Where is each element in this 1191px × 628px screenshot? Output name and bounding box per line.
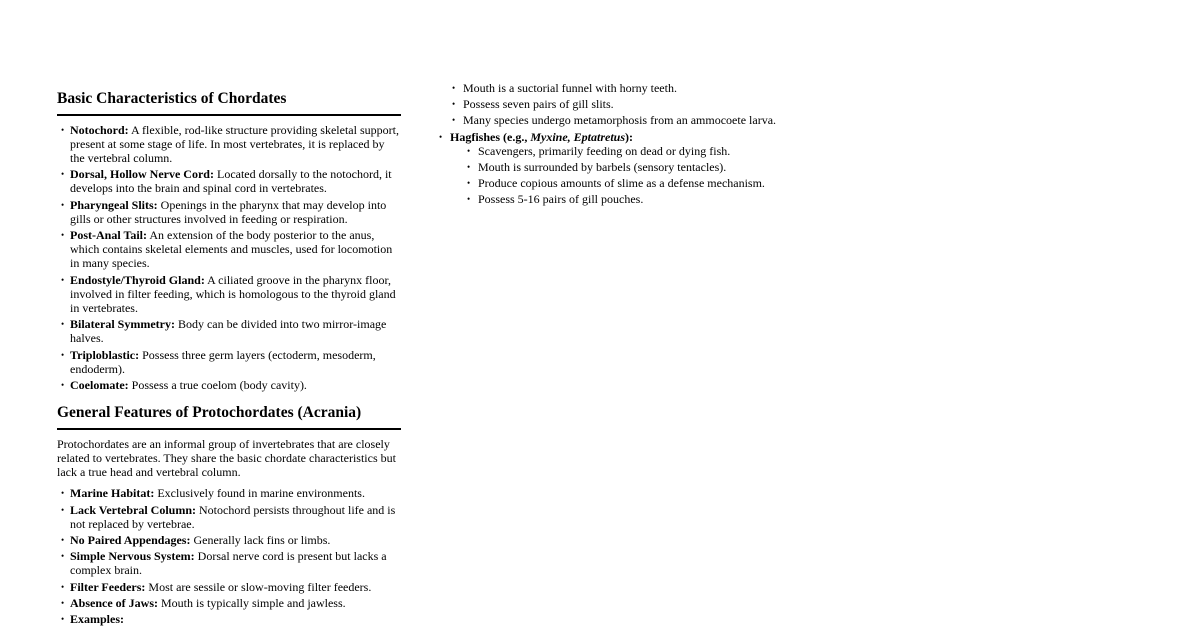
list-item-filter-feeders	[57, 580, 401, 594]
list-item-nerve-cord	[57, 167, 401, 195]
term-label: Notochord:	[70, 122, 129, 137]
lamprey-features-sublist	[448, 81, 787, 128]
hagfishes-term-label	[450, 130, 633, 144]
hagfish-section-list	[435, 130, 787, 207]
section-heading-protochordates: General Features of Protochordates (Acrania)	[57, 404, 401, 430]
bullet-marker: •	[467, 178, 471, 189]
item-text: Mouth is a suctorial funnel with horny teeth.	[463, 81, 677, 95]
list-item-barbels	[463, 160, 787, 174]
item-text: Possess 5-16 pairs of gill pouches.	[478, 192, 644, 207]
term-desc: Possess a true coelom (body cavity).	[131, 378, 307, 393]
bullet-marker: •	[61, 488, 65, 499]
list-item-no-paired-appendages	[57, 533, 401, 547]
term-label: Marine Habitat:	[70, 486, 155, 501]
protochordates-intro-paragraph: Protochordates are an informal group of invertebrates that are closely related to vertebrates. They share the basic chordate characteristics but lack a true head and vertebral column.	[57, 436, 396, 480]
list-item-gill-pouches	[463, 192, 787, 206]
bullet-marker: •	[61, 124, 65, 135]
item-text: Scavengers, primarily feeding on dead or dying fish.	[478, 143, 731, 158]
bullet-marker: •	[61, 380, 65, 391]
list-item-examples	[57, 612, 401, 626]
list-item-hagfishes-heading	[435, 130, 787, 207]
bullet-marker: •	[61, 535, 65, 546]
list-item-metamorphosis	[448, 113, 787, 127]
list-item-endostyle	[57, 273, 401, 316]
bullet-marker: •	[452, 99, 456, 110]
left-column	[57, 90, 401, 628]
term-desc: A ciliated groove in the pharynx floor, involved in filter feeding, which is homologous to the thyroid gland in vertebrates.	[70, 272, 396, 316]
term-label: Coelomate:	[70, 378, 129, 393]
term-desc: Mouth is typically simple and jawless.	[161, 595, 346, 610]
hagfishes-suffix: ):	[625, 129, 634, 144]
chordate-characteristics-list	[57, 123, 401, 393]
bullet-marker: •	[61, 274, 65, 285]
list-item-slime-defense	[463, 176, 787, 190]
term-label: Absence of Jaws:	[70, 595, 158, 610]
term-label: Triploblastic:	[70, 347, 140, 362]
list-item-triploblastic	[57, 348, 401, 376]
hagfish-features-sublist	[463, 144, 787, 207]
term-label: Lack Vertebral Column:	[70, 502, 196, 517]
list-item-gill-slits	[448, 97, 787, 111]
bullet-marker: •	[439, 131, 443, 142]
term-desc: Body can be divided into two mirror-image halves.	[70, 317, 387, 346]
bullet-marker: •	[61, 230, 65, 241]
term-desc: Dorsal nerve cord is present but lacks a complex brain.	[70, 549, 387, 578]
term-label: Pharyngeal Slits:	[70, 197, 158, 212]
list-item-lack-vertebral-column	[57, 503, 401, 531]
term-label: Post-Anal Tail:	[70, 228, 148, 243]
protochordates-features-list	[57, 486, 401, 626]
list-item-bilateral-symmetry	[57, 317, 401, 345]
bullet-marker: •	[61, 597, 65, 608]
bullet-marker: •	[467, 162, 471, 173]
list-item-pharyngeal-slits	[57, 198, 401, 226]
bullet-marker: •	[61, 319, 65, 330]
term-desc: Openings in the pharynx that may develop into gills or other structures involved in feeding or respiration.	[70, 197, 387, 226]
list-item-coelomate	[57, 378, 401, 392]
hagfishes-prefix: Hagfishes (e.g.,	[450, 129, 528, 144]
term-label: Simple Nervous System:	[70, 549, 195, 564]
term-label: Bilateral Symmetry:	[70, 317, 175, 332]
term-desc: Exclusively found in marine environments.	[157, 486, 365, 501]
term-label: Examples:	[70, 612, 124, 627]
bullet-marker: •	[452, 83, 456, 93]
bullet-marker: •	[61, 551, 65, 562]
term-desc: A flexible, rod-like structure providing skeletal support, present at some stage of life. In most vertebrates, it is replaced by the vertebral column.	[70, 122, 399, 165]
bullet-marker: •	[467, 145, 471, 156]
bullet-marker: •	[61, 169, 65, 180]
list-item-notochord	[57, 123, 401, 166]
term-desc: Located dorsally to the notochord, it develops into the brain and spinal cord in vertebrates.	[70, 167, 392, 196]
term-label: Endostyle/Thyroid Gland:	[70, 272, 205, 287]
item-text: Mouth is surrounded by barbels (sensory tentacles).	[478, 160, 727, 175]
list-item-simple-nervous-system	[57, 549, 401, 577]
list-item-absence-of-jaws	[57, 596, 401, 610]
list-item-suctorial-funnel	[448, 81, 787, 95]
item-text: Many species undergo metamorphosis from an ammocoete larva.	[463, 113, 777, 128]
term-label: Filter Feeders:	[70, 579, 146, 594]
term-desc: Generally lack fins or limbs.	[193, 533, 331, 548]
list-item-marine-habitat	[57, 486, 401, 500]
term-desc: An extension of the body posterior to the anus, which contains skeletal elements and muscles, used for locomotion in many species.	[70, 228, 393, 271]
section-heading-chordates: Basic Characteristics of Chordates	[57, 90, 401, 116]
bullet-marker: •	[467, 194, 471, 205]
bullet-marker: •	[452, 115, 456, 126]
right-column	[435, 81, 787, 209]
term-desc: Notochord persists throughout life and is not replaced by vertebrae.	[70, 502, 396, 531]
term-desc: Most are sessile or slow-moving filter feeders.	[148, 579, 372, 594]
term-label: No Paired Appendages:	[70, 533, 191, 548]
bullet-marker: •	[61, 349, 65, 360]
term-desc: Possess three germ layers (ectoderm, mesoderm, endoderm).	[70, 347, 376, 376]
list-item-scavengers	[463, 144, 787, 158]
bullet-marker: •	[61, 614, 65, 625]
item-text: Produce copious amounts of slime as a defense mechanism.	[478, 176, 765, 191]
term-label: Dorsal, Hollow Nerve Cord:	[70, 167, 214, 182]
bullet-marker: •	[61, 581, 65, 592]
genus-names-italic: Myxine, Eptatretus	[530, 129, 626, 144]
bullet-marker: •	[61, 504, 65, 515]
bullet-marker: •	[61, 199, 65, 210]
item-text: Possess seven pairs of gill slits.	[463, 97, 614, 112]
list-item-post-anal-tail	[57, 228, 401, 271]
